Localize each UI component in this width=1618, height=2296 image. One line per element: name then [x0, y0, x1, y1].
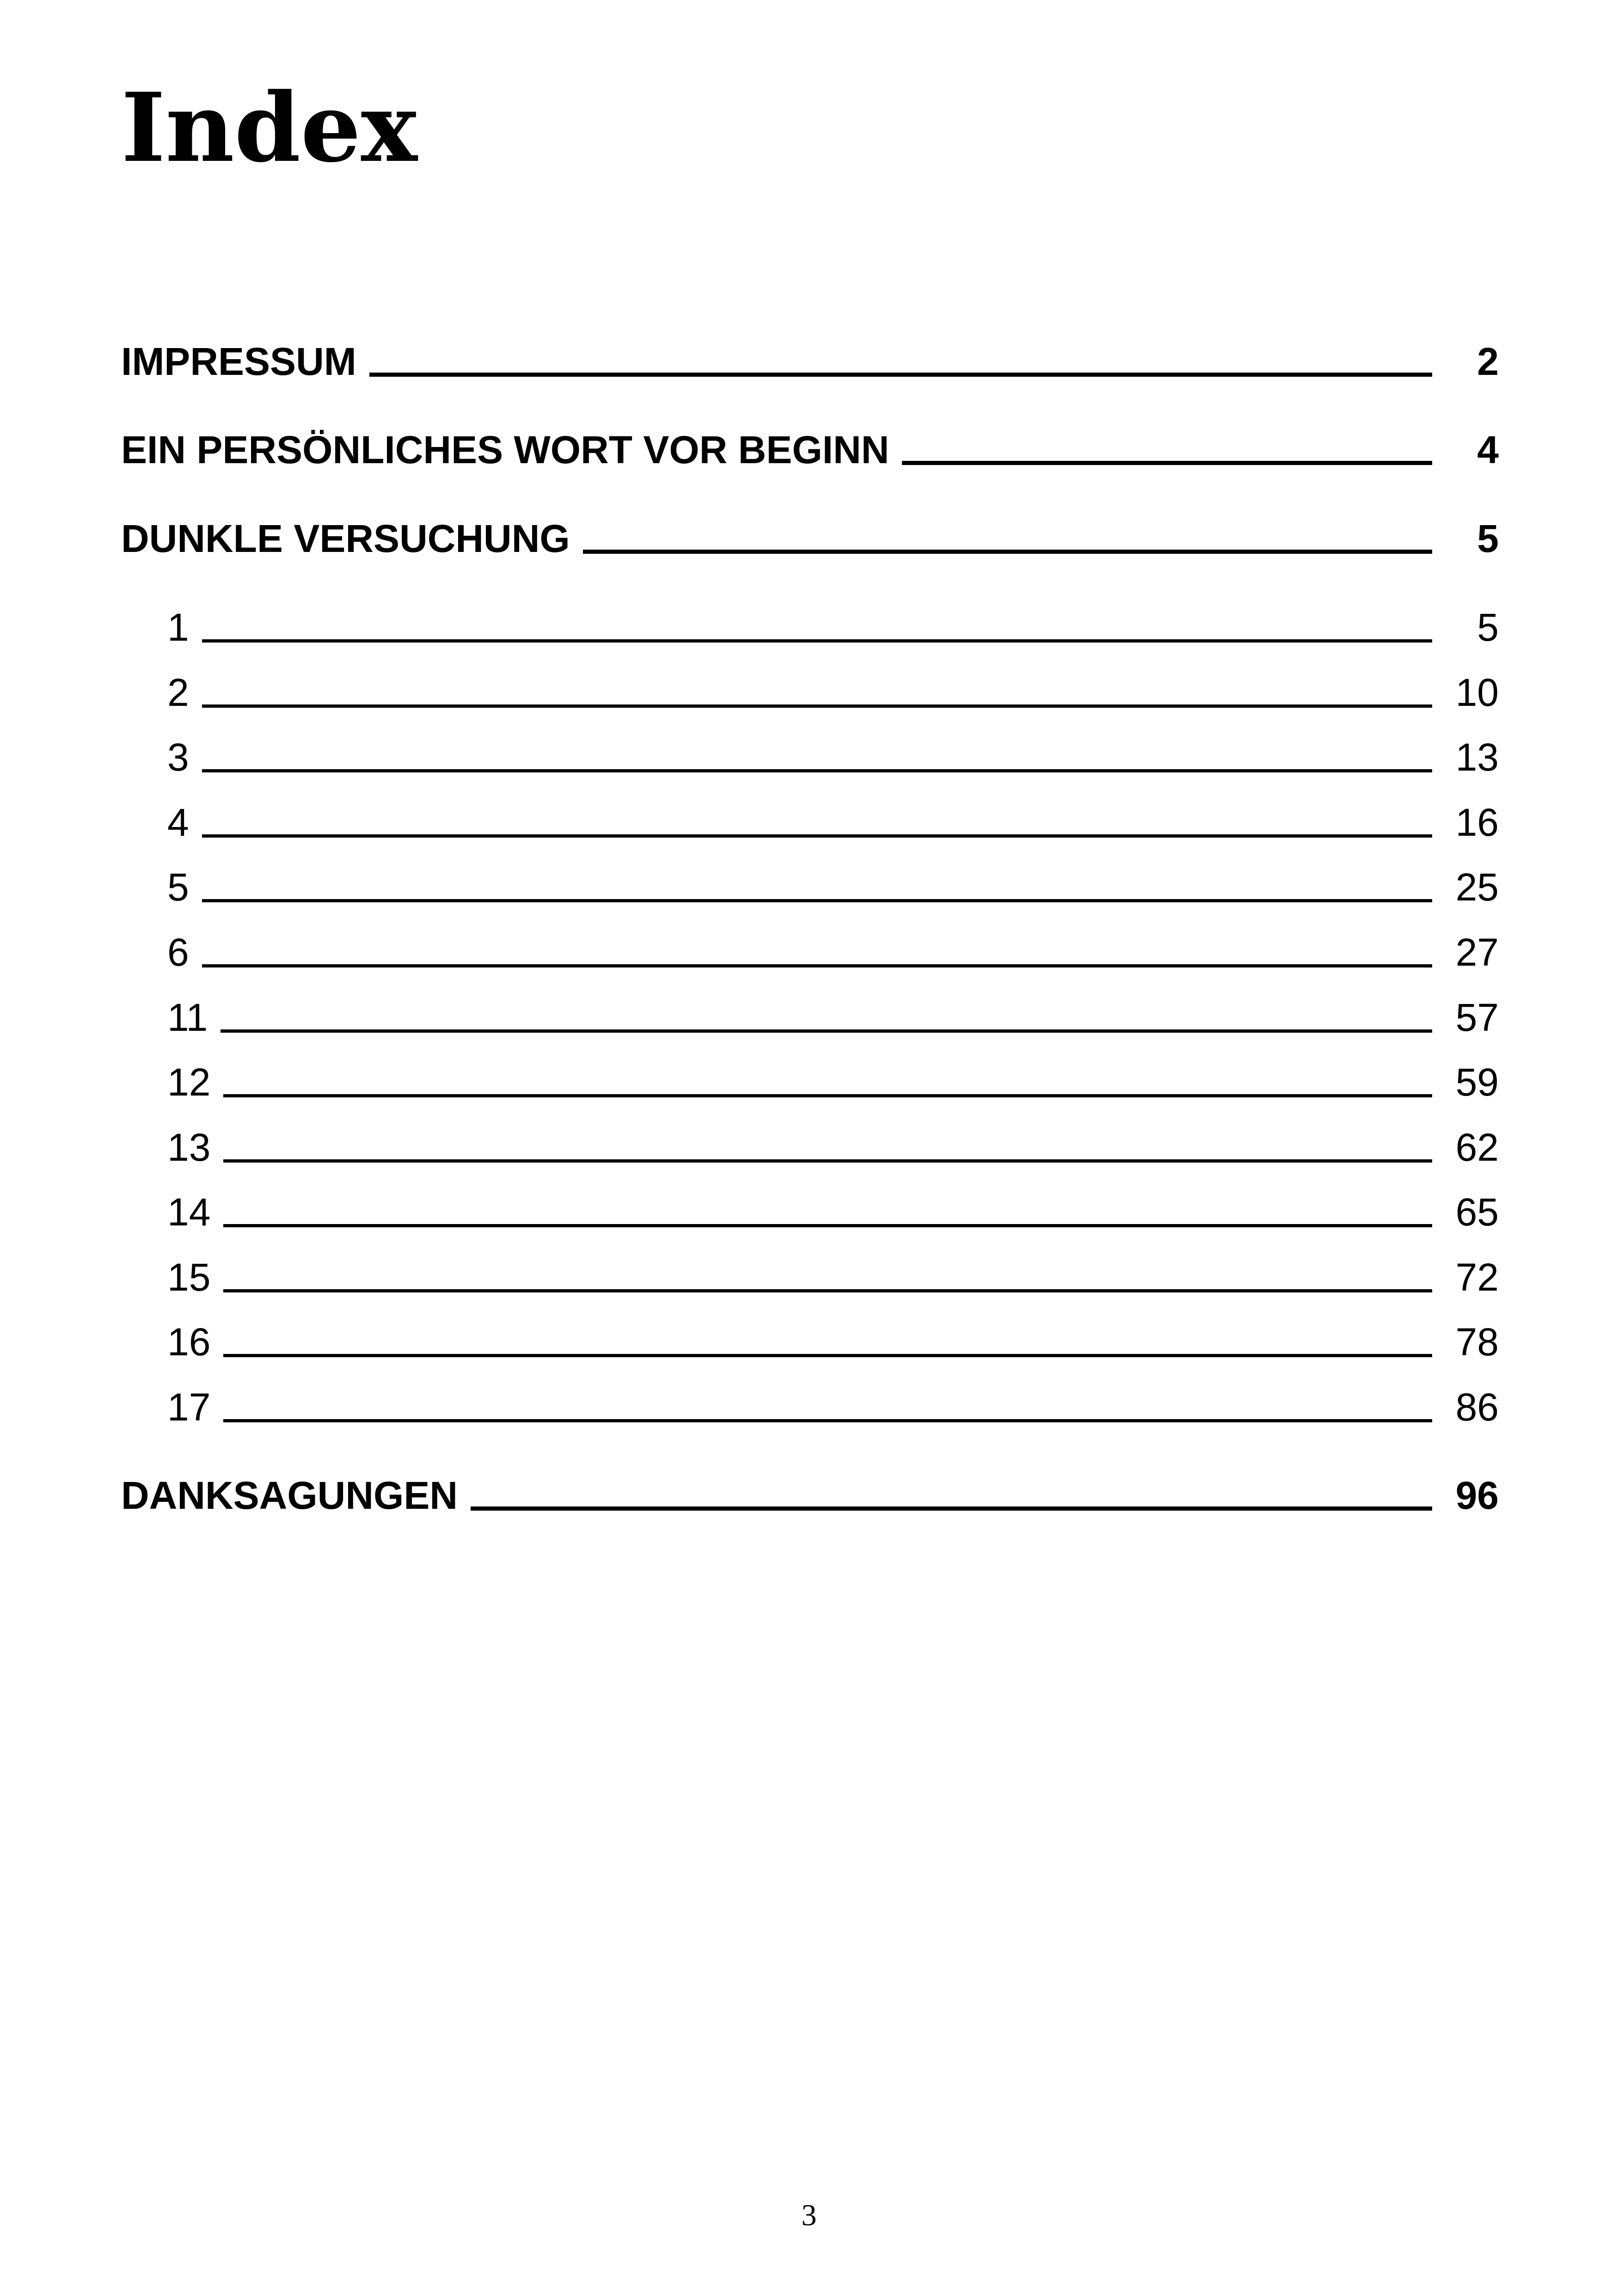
toc-leader-line — [202, 899, 1432, 902]
toc-entry-chapter-16[interactable] — [121, 1316, 1499, 1367]
toc-leader-line — [369, 373, 1432, 377]
toc-leader-line — [471, 1506, 1432, 1511]
toc-leader-line — [202, 769, 1432, 772]
toc-entry-page: 59 — [1455, 1060, 1499, 1104]
toc-entry-chapter-1[interactable] — [121, 602, 1499, 653]
toc-entry-page: 27 — [1455, 931, 1499, 974]
toc-entry-page: 5 — [1477, 517, 1499, 560]
toc-entry-title: 6 — [167, 931, 189, 974]
toc-leader-line — [902, 461, 1432, 465]
toc-entry-title: 3 — [167, 735, 189, 779]
toc-entry-title: DANKSAGUNGEN — [121, 1474, 458, 1517]
page-title: Index — [121, 73, 417, 184]
toc-entry-page: 62 — [1455, 1126, 1499, 1169]
toc-entry-impressum[interactable] — [121, 336, 1499, 387]
toc-entry-page: 2 — [1477, 340, 1499, 383]
toc-leader-line — [583, 550, 1432, 554]
toc-entry-title: 13 — [167, 1126, 211, 1169]
toc-entry-title: EIN PERSÖNLICHES WORT VOR BEGINN — [121, 428, 889, 471]
toc-entry-title: DUNKLE VERSUCHUNG — [121, 517, 570, 560]
toc-entry-page: 78 — [1455, 1320, 1499, 1364]
toc-entry-chapter-5[interactable] — [121, 862, 1499, 912]
toc-entry-title: 5 — [167, 865, 189, 909]
toc-entry-chapter-2[interactable] — [121, 667, 1499, 718]
toc-entry-page: 72 — [1455, 1255, 1499, 1299]
toc-entry-persoenliches-wort[interactable] — [121, 424, 1499, 475]
toc-entry-title: 15 — [167, 1255, 211, 1299]
toc-entry-page: 96 — [1455, 1474, 1499, 1517]
toc-leader-line — [202, 639, 1432, 643]
toc-entry-title: IMPRESSUM — [121, 340, 356, 383]
toc-leader-line — [223, 1419, 1432, 1422]
toc-entry-title: 12 — [167, 1060, 211, 1104]
toc-entry-chapter-11[interactable] — [121, 992, 1499, 1043]
toc-entry-page: 4 — [1477, 428, 1499, 471]
toc-entry-title: 17 — [167, 1385, 211, 1429]
toc-entry-chapter-3[interactable] — [121, 732, 1499, 783]
toc-entry-page: 65 — [1455, 1190, 1499, 1234]
toc-leader-line — [202, 834, 1432, 838]
toc-entry-dunkle-versuchung[interactable] — [121, 513, 1499, 564]
toc-leader-line — [221, 1029, 1432, 1033]
toc-entry-chapter-4[interactable] — [121, 797, 1499, 848]
toc-leader-line — [223, 1094, 1432, 1097]
toc-entry-title: 16 — [167, 1320, 211, 1364]
toc-entry-page: 16 — [1455, 801, 1499, 844]
toc-leader-line — [223, 1289, 1432, 1292]
toc-entry-page: 25 — [1455, 865, 1499, 909]
toc-entry-chapter-13[interactable] — [121, 1122, 1499, 1173]
toc-entry-chapter-6[interactable] — [121, 927, 1499, 978]
toc-entry-title: 2 — [167, 671, 189, 714]
toc-entry-chapter-12[interactable] — [121, 1057, 1499, 1108]
toc-entry-chapter-15[interactable] — [121, 1252, 1499, 1303]
toc-entry-page: 57 — [1455, 996, 1499, 1039]
toc-entry-page: 5 — [1477, 606, 1499, 649]
toc-entry-page: 86 — [1455, 1385, 1499, 1429]
toc-entry-page: 10 — [1455, 671, 1499, 714]
toc-entry-title: 1 — [167, 606, 189, 649]
toc-entry-title: 4 — [167, 801, 189, 844]
toc-leader-line — [223, 1354, 1432, 1357]
toc-entry-title: 14 — [167, 1190, 211, 1234]
toc-leader-line — [202, 964, 1432, 967]
toc-entry-danksagungen[interactable] — [121, 1470, 1499, 1521]
toc-entry-title: 11 — [167, 996, 208, 1039]
toc-entry-page: 13 — [1455, 735, 1499, 779]
toc-leader-line — [223, 1159, 1432, 1163]
toc-entry-chapter-17[interactable] — [121, 1382, 1499, 1433]
toc-leader-line — [223, 1224, 1432, 1227]
page-number: 3 — [801, 2198, 817, 2232]
toc-leader-line — [202, 704, 1432, 708]
toc-entry-chapter-14[interactable] — [121, 1187, 1499, 1237]
